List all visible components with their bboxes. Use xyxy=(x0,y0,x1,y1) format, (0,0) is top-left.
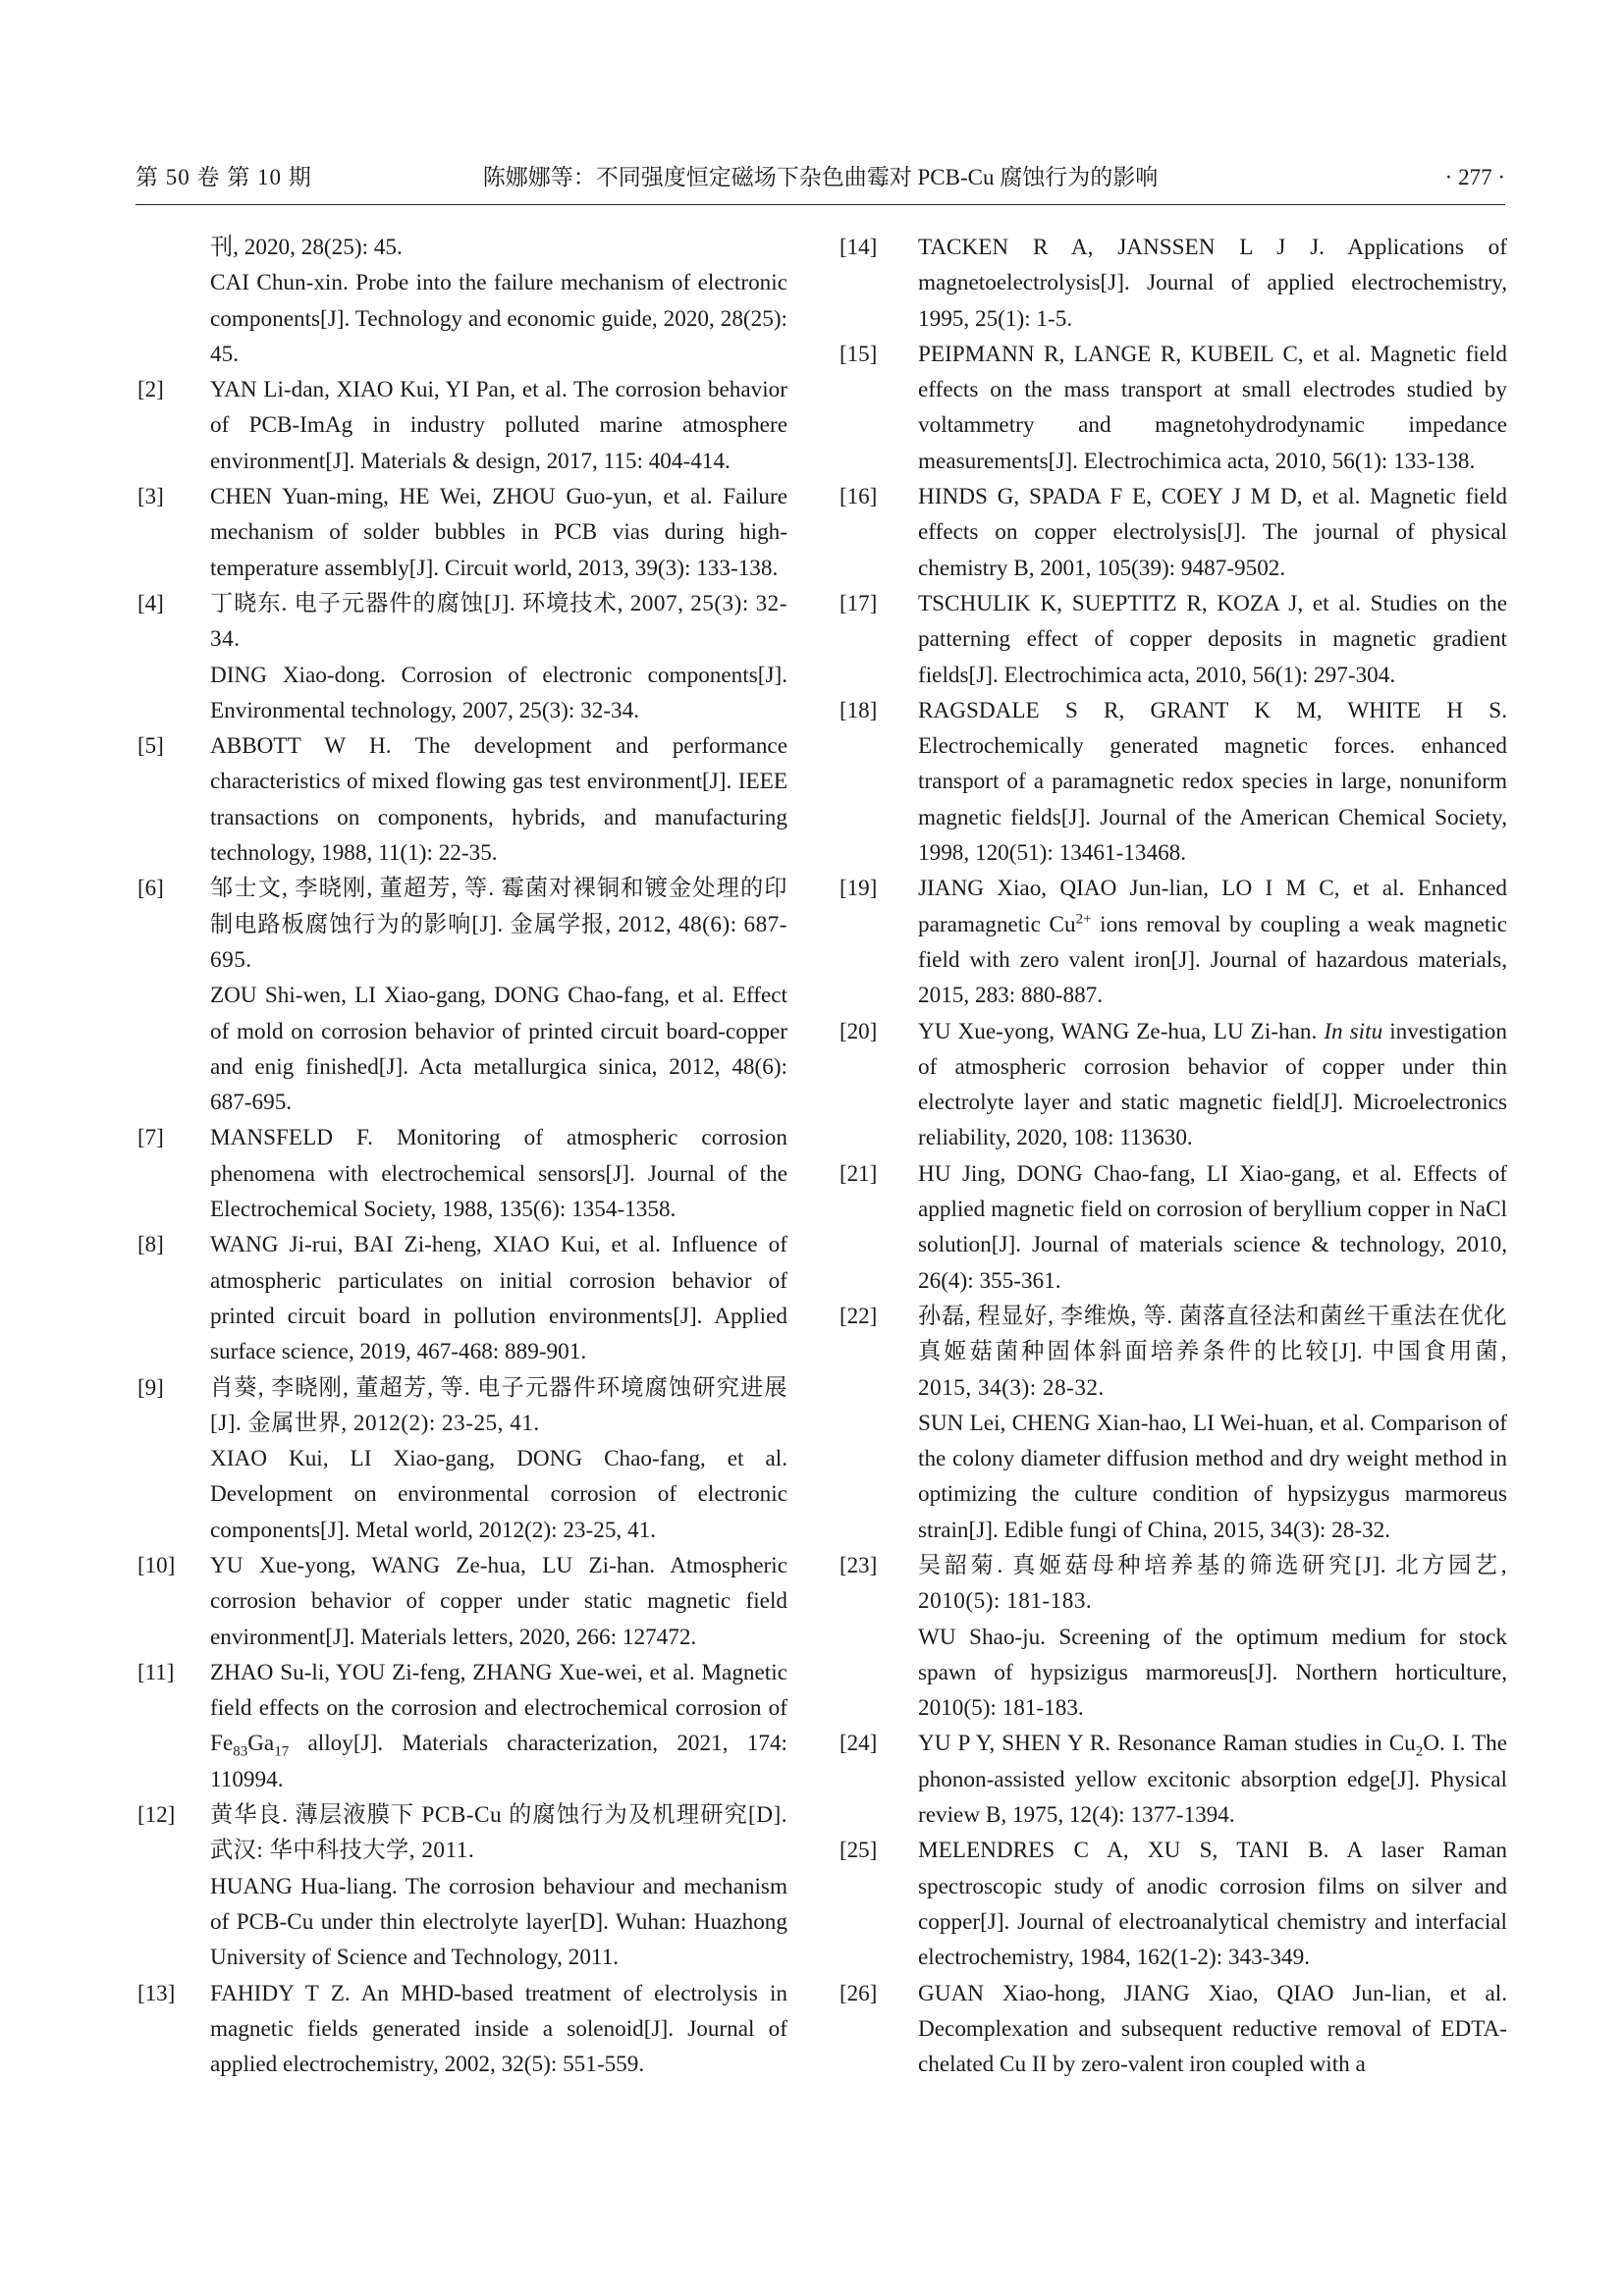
reference-text-chinese: 邹士文, 李晓刚, 董超芳, 等. 霉菌对裸铜和镀金处理的印制电路板腐蚀行为的影响[J]. 金属学报, 2012, 48(6): 687-695. xyxy=(210,876,787,973)
reference-entry xyxy=(839,871,1507,1013)
reference-entry xyxy=(137,586,787,728)
reference-text: ZOU Shi-wen, LI Xiao-gang, DONG Chao-fang, et al. Effect of mold on corrosion behavior of printed circuit board-copper and enig finished[J]. Acta metallurgica sinica, 2012, 48(6): 687-695. xyxy=(210,983,787,1116)
references-right-column xyxy=(839,230,1507,2082)
reference-entry xyxy=(137,230,787,372)
reference-text: WANG Ji-rui, BAI Zi-heng, XIAO Kui, et al. Influence of atmospheric particulates on initial corrosion behavior of printed circuit board in pollution environments[J]. Applied surface science, 2019, 467-468: 889-901. xyxy=(210,1232,787,1365)
reference-number: [25] xyxy=(839,1838,878,1863)
reference-text: FAHIDY T Z. An MHD-based treatment of electrolysis in magnetic fields generated inside a solenoid[J]. Journal of applied electrochemistry, 2002, 32(5): 551-559. xyxy=(210,1980,787,2078)
reference-entry xyxy=(839,1014,1507,1156)
reference-text: YU Xue-yong, WANG Ze-hua, LU Zi-han. Atmospheric corrosion behavior of copper under static magnetic field environment[J]. Materials letters, 2020, 266: 127472. xyxy=(210,1552,787,1650)
reference-text-chinese: 黄华良. 薄层液膜下 PCB-Cu 的腐蚀行为及机理研究[D]. 武汉: 华中科技大学, 2011. xyxy=(210,1802,787,1864)
reference-number: [21] xyxy=(839,1160,878,1186)
reference-entry xyxy=(839,1833,1507,1975)
header-rule xyxy=(135,204,1505,205)
reference-text: DING Xiao-dong. Corrosion of electronic components[J]. Environmental technology, 2007, 25(3): 32-34. xyxy=(210,662,787,723)
reference-number: [15] xyxy=(839,341,878,366)
running-header xyxy=(135,160,1505,195)
reference-entry xyxy=(137,479,787,586)
reference-number: [10] xyxy=(137,1552,176,1577)
reference-entry xyxy=(839,479,1507,586)
reference-entry xyxy=(137,1976,787,2083)
reference-text: 刊, 2020, 28(25): 45. xyxy=(210,235,403,260)
reference-entry xyxy=(839,693,1507,871)
page-number: · 277 · xyxy=(1444,165,1505,189)
reference-number: [26] xyxy=(839,1980,878,2005)
reference-text: WU Shao-ju. Screening of the optimum medium for stock spawn of hypsizigus marmoreus[J]. Northern horticulture, 2010(5): 181-183. xyxy=(918,1624,1507,1722)
reference-entry xyxy=(137,372,787,479)
reference-entry xyxy=(839,1726,1507,1833)
reference-entry xyxy=(137,1548,787,1655)
reference-text-chinese: 丁晓东. 电子元器件的腐蚀[J]. 环境技术, 2007, 25(3): 32-34. xyxy=(210,590,787,653)
reference-number: [8] xyxy=(137,1232,164,1257)
reference-text: JIANG Xiao, QIAO Jun-lian, LO I M C, et al. Enhanced paramagnetic $Cu^{2+}$ ions removal by coupling a weak magnetic field with zero valent iron[J]. Journal of hazardous materials, 2015, 283: 880-887. xyxy=(918,876,1507,1009)
reference-text: ZHAO Su-li, YOU Zi-feng, ZHANG Xue-wei, et al. Magnetic field effects on the corrosion and electrochemical corrosion of $Fe_{83}Ga_{17}$ alloy[J]. Materials characterization, 2021, 174: 110994. xyxy=(210,1659,787,1792)
reference-number: [18] xyxy=(839,697,878,722)
volume-issue: 第 50 卷 第 10 期 xyxy=(135,165,312,189)
reference-number: [17] xyxy=(839,590,878,615)
reference-text: YAN Li-dan, XIAO Kui, YI Pan, et al. The corrosion behavior of PCB-ImAg in industry polluted marine atmosphere environment[J]. Materials & design, 2017, 115: 404-414. xyxy=(210,377,787,474)
reference-text: CHEN Yuan-ming, HE Wei, ZHOU Guo-yun, et al. Failure mechanism of solder bubbles in PCB vias during high-temperature assembly[J]. Circuit world, 2013, 39(3): 133-138. xyxy=(210,484,787,581)
reference-text: MELENDRES C A, XU S, TANI B. A laser Raman spectroscopic study of anodic corrosion films on silver and copper[J]. Journal of electroanalytical chemistry and interfacial electrochemistry, 1984, 162(1-2): 343-349. xyxy=(918,1838,1507,1971)
running-title: 陈娜娜等：不同强度恒定磁场下杂色曲霉对 PCB-Cu 腐蚀行为的影响 xyxy=(482,165,1159,189)
reference-entry xyxy=(839,586,1507,693)
reference-number: [20] xyxy=(839,1018,878,1043)
reference-text-chinese: 肖葵, 李晓刚, 董超芳, 等. 电子元器件环境腐蚀研究进展[J]. 金属世界, 2012(2): 23-25, 41. xyxy=(210,1374,787,1436)
reference-text: YU Xue-yong, WANG Ze-hua, LU Zi-han. In situ investigation of atmospheric corrosion behavior of copper under thin electrolyte layer and static magnetic field[J]. Microelectronics reliability, 2020, 108: 113630. xyxy=(918,1018,1507,1151)
reference-text-chinese: 孙磊, 程显好, 李维焕, 等. 菌落直径法和菌丝干重法在优化真姬菇菌种固体斜面培养条件的比较[J]. 中国食用菌, 2015, 34(3): 28-32. xyxy=(918,1303,1507,1401)
reference-text: TACKEN R A, JANSSEN L J J. Applications of magnetoelectrolysis[J]. Journal of applied electrochemistry, 1995, 25(1): 1-5. xyxy=(918,235,1507,332)
reference-text: RAGSDALE S R, GRANT K M, WHITE H S. Electrochemically generated magnetic forces. enhanced transport of a paramagnetic redox species in large, nonuniform magnetic fields[J]. Journal of the American Chemical Society, 1998, 120(51): 13461-13468. xyxy=(918,697,1507,867)
reference-text: HU Jing, DONG Chao-fang, LI Xiao-gang, et al. Effects of applied magnetic field on corrosion of beryllium copper in NaCl solution[J]. Journal of materials science & technology, 2010, 26(4): 355-361. xyxy=(918,1160,1507,1294)
reference-entry xyxy=(839,1156,1507,1299)
reference-entry xyxy=(839,230,1507,337)
reference-text: CAI Chun-xin. Probe into the failure mechanism of electronic components[J]. Technology and economic guide, 2020, 28(25): 45. xyxy=(210,270,787,367)
reference-number: [9] xyxy=(137,1374,164,1400)
reference-text: HUANG Hua-liang. The corrosion behaviour and mechanism of PCB-Cu under thin electrolyte layer[D]. Wuhan: Huazhong University of Science and Technology, 2011. xyxy=(210,1873,787,1971)
reference-entry xyxy=(839,337,1507,479)
reference-number: [4] xyxy=(137,590,164,615)
reference-entry xyxy=(137,871,787,1120)
reference-text: YU P Y, SHEN Y R. Resonance Raman studies in $Cu_2O$. I. The phonon-assisted yellow excitonic absorption edge[J]. Physical review B, 1975, 12(4): 1377-1394. xyxy=(918,1731,1507,1829)
reference-entry xyxy=(137,1655,787,1797)
reference-number: [13] xyxy=(137,1980,176,2005)
reference-number: [19] xyxy=(839,876,878,901)
reference-text: GUAN Xiao-hong, JIANG Xiao, QIAO Jun-lian, et al. Decomplexation and subsequent reductive removal of EDTA-chelated Cu II by zero-valent iron coupled with a xyxy=(918,1980,1507,2078)
reference-text-chinese: 吴韶菊. 真姬菇母种培养基的筛选研究[J]. 北方园艺, 2010(5): 181-183. xyxy=(918,1552,1507,1615)
reference-number: [11] xyxy=(137,1659,175,1684)
reference-text: SUN Lei, CHENG Xian-hao, LI Wei-huan, et al. Comparison of the colony diameter diffusion method and dry weight method in optimizing the culture condition of hypsizygus marmoreus strain[J]. Edible fungi of China, 2015, 34(3): 28-32. xyxy=(918,1410,1507,1543)
reference-number: [14] xyxy=(839,235,878,259)
references-left-column xyxy=(137,230,787,2082)
reference-text: XIAO Kui, LI Xiao-gang, DONG Chao-fang, et al. Development on environmental corrosion of electronic components[J]. Metal world, 2012(2): 23-25, 41. xyxy=(210,1446,787,1543)
reference-entry xyxy=(839,1976,1507,2083)
reference-entry xyxy=(137,1120,787,1227)
reference-entry xyxy=(839,1299,1507,1548)
reference-number: [22] xyxy=(839,1303,878,1328)
reference-entry xyxy=(137,728,787,871)
reference-text: PEIPMANN R, LANGE R, KUBEIL C, et al. Magnetic field effects on the mass transport at small electrodes studied by voltammetry and magnetohydrodynamic impedance measurements[J]. Electrochimica acta, 2010, 56(1): 133-138. xyxy=(918,341,1507,474)
reference-text: TSCHULIK K, SUEPTITZ R, KOZA J, et al. Studies on the patterning effect of copper deposits in magnetic gradient fields[J]. Electrochimica acta, 2010, 56(1): 297-304. xyxy=(918,590,1507,688)
reference-number: [7] xyxy=(137,1125,164,1150)
reference-entry xyxy=(839,1548,1507,1726)
reference-entry xyxy=(137,1370,787,1548)
reference-text: HINDS G, SPADA F E, COEY J M D, et al. Magnetic field effects on copper electrolysis[J]. The journal of physical chemistry B, 2001, 105(39): 9487-9502. xyxy=(918,484,1507,581)
reference-number: [12] xyxy=(137,1802,176,1828)
reference-number: [3] xyxy=(137,484,164,509)
reference-number: [5] xyxy=(137,733,164,759)
reference-text: ABBOTT W H. The development and performance characteristics of mixed flowing gas test environment[J]. IEEE transactions on components, hybrids, and manufacturing technology, 1988, 11(1): 22-35. xyxy=(210,733,787,867)
reference-number: [16] xyxy=(839,484,878,509)
reference-entry xyxy=(137,1797,787,1975)
reference-number: [24] xyxy=(839,1731,878,1756)
reference-number: [2] xyxy=(137,377,164,402)
reference-number: [23] xyxy=(839,1552,878,1577)
reference-number: [6] xyxy=(137,876,164,901)
reference-text: MANSFELD F. Monitoring of atmospheric corrosion phenomena with electrochemical sensors[J]. Journal of the Electrochemical Society, 1988, 135(6): 1354-1358. xyxy=(210,1125,787,1223)
reference-entry xyxy=(137,1227,787,1369)
